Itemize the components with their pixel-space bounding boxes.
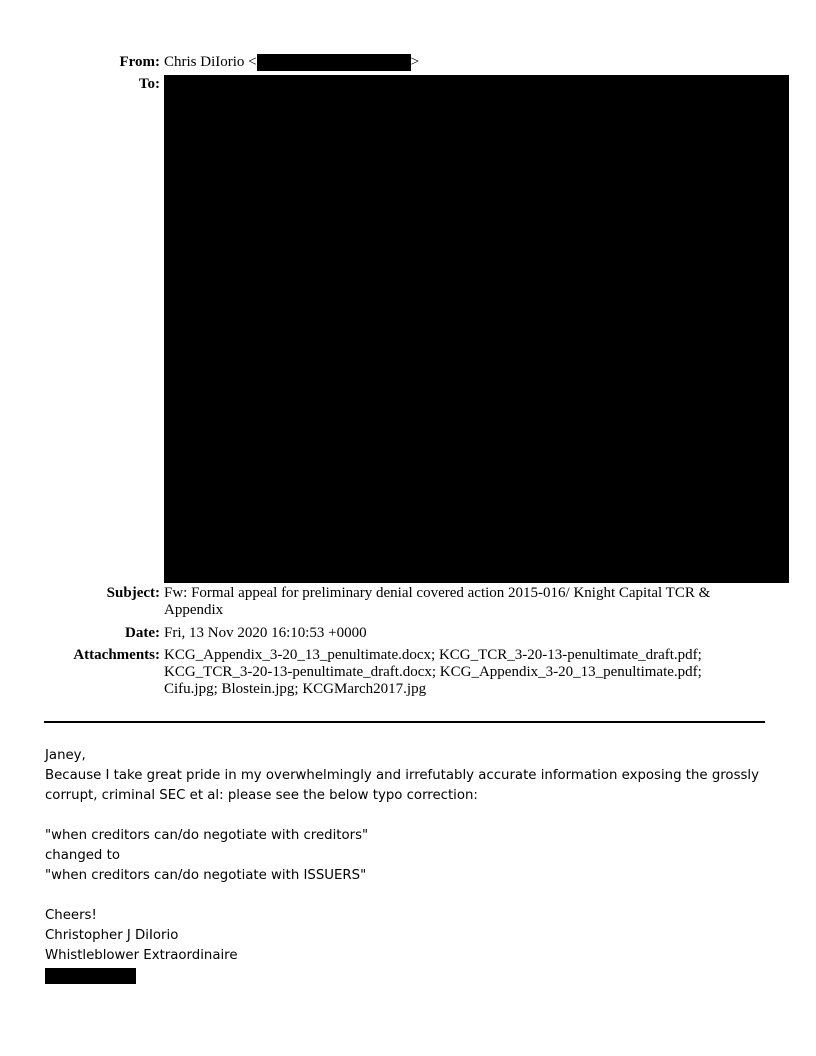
header-divider [44, 721, 765, 723]
email-body [45, 746, 785, 984]
subject-value: Fw: Formal appeal for preliminary denial covered action 2015-016/ Knight Capital TCR & Appendix [164, 585, 711, 618]
date-label: Date: [125, 625, 160, 641]
redacted-signature-contact [45, 968, 136, 984]
date-value: Fri, 13 Nov 2020 16:10:53 +0000 [164, 625, 367, 641]
changed-to: changed to [45, 848, 120, 863]
closing: Cheers! [45, 908, 97, 923]
to-label: To: [138, 76, 160, 92]
greeting: Janey, [45, 748, 86, 763]
signature-name: Christopher J DiIorio [45, 928, 179, 943]
quote-after: "when creditors can/do negotiate with ISSUERS" [45, 868, 367, 883]
sender-name: Chris DiIorio < [164, 54, 257, 70]
from-label: From: [119, 54, 160, 70]
attachments-value: KCG_Appendix_3-20_13_penultimate.docx; KCG_TCR_3-20-13-penultimate_draft.pdf; KCG_TCR_3-20-13-penultimate_draft.docx; KCG_Appendix_3-20_13_penultimate.pdf; Cifu.jpg; Blostein.jpg; KCGMarch2017.jpg [164, 647, 702, 697]
signature-title: Whistleblower Extraordinaire [45, 948, 238, 963]
subject-label: Subject: [106, 585, 160, 601]
redacted-sender-email [257, 54, 411, 71]
quote-before: "when creditors can/do negotiate with creditors" [45, 828, 369, 843]
attachments-label: Attachments: [73, 647, 160, 663]
from-value [164, 54, 419, 71]
from-close: > [410, 54, 420, 70]
body-paragraph: Because I take great pride in my overwhelmingly and irrefutably accurate information exposing the grossly corrupt, criminal SEC et al: please see the below typo correction: [45, 768, 759, 803]
redacted-recipients [164, 75, 789, 583]
